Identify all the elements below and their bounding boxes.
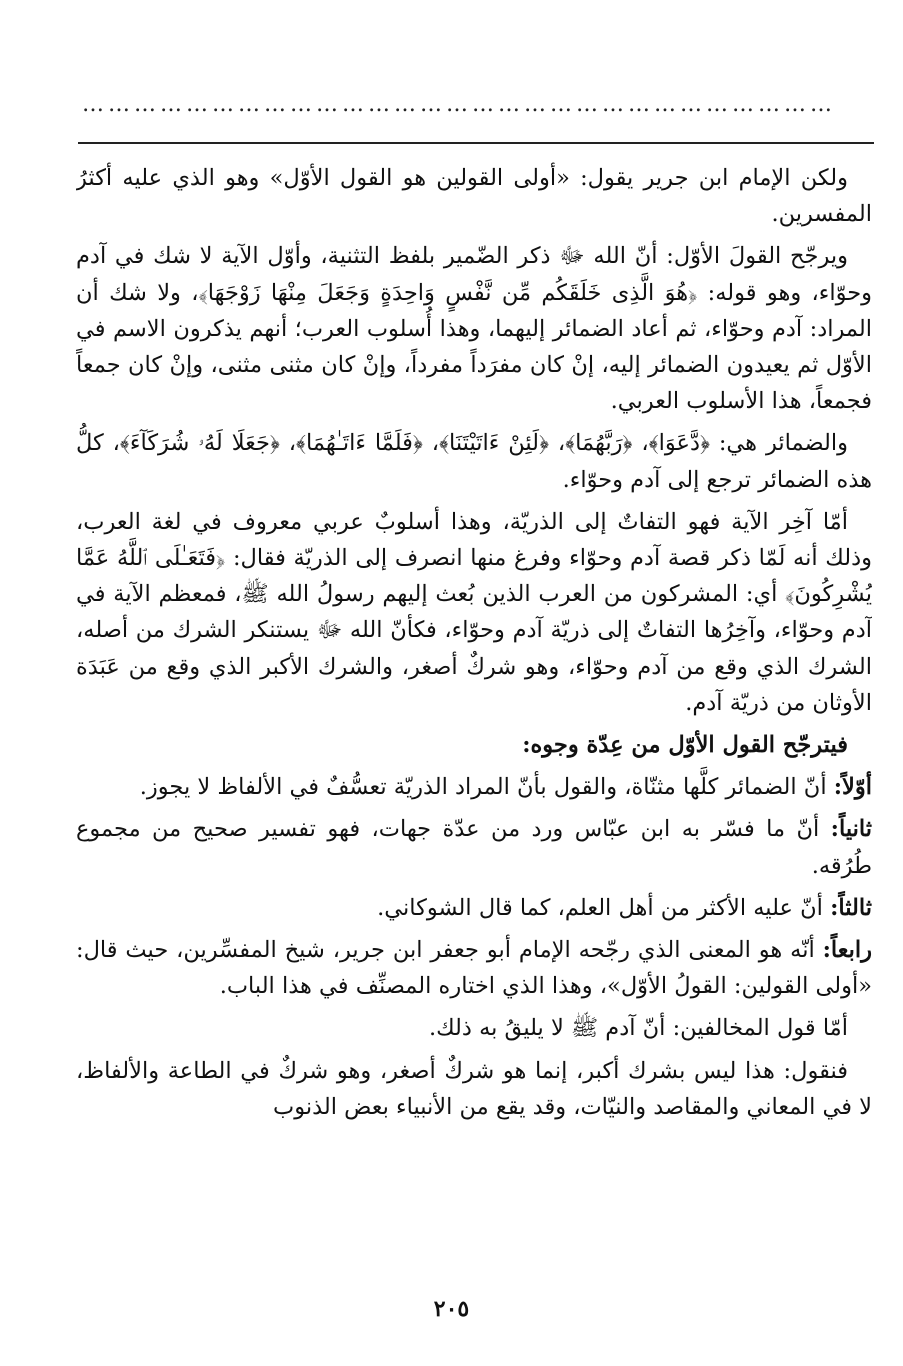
paragraph-4 [76,504,872,721]
paragraph-text: أمّا آخِر الآية فهو التفاتٌ إلى الذريّة، وهذا أسلوبٌ عربي معروف في لغة العرب، وذلك أنه لَمّا ذكر قصة آدم وحوّاء وفرغ منها انصرف إلى الذريّة فقال: ﴿فَتَعَـٰلَى ٱللَّهُ عَمَّا يُشْرِكُونَ﴾ أي: المشركون من العرب الذين بُعث إليهم رسولُ الله ﷺ، فمعظم الآية في آدم وحوّاء، وآخِرُها التفاتٌ إلى ذريّة آدم وحوّاء، فكأنّ الله ﷻ يستنكر الشرك من أصله، الشرك الذي وقع من آدم وحوّاء، وهو شركٌ أصغر، والشرك الأكبر الذي وقع من عَبَدَة الأوثان من ذريّة آدم. [76,508,872,716]
paragraph-text: أمّا قول المخالفين: أنّ آدم ﷺ لا يليقُ به ذلك. [428,1015,848,1042]
paragraph-11 [76,1053,872,1125]
paragraph-9 [76,932,872,1004]
paragraph-8 [76,890,872,926]
paragraph-text: أنّ ما فسّر به ابن عبّاس ورد من عدّة جهات، فهو تفسير صحيح من مجموع طُرُقه. [76,816,872,879]
section-heading: فيترجّح القول الأوّل من عِدّة وجوه: [522,732,848,759]
point-label: رابعاً: [822,937,872,964]
paragraph-2 [76,238,872,419]
paragraph-10 [76,1010,872,1046]
paragraph-3 [76,425,872,497]
page-body [76,160,872,1300]
point-label: ثانياً: [830,816,872,843]
point-label: أوّلاً: [833,774,872,801]
paragraph-1 [76,160,872,232]
paragraph-7 [76,811,872,883]
point-label: ثالثاً: [830,894,872,921]
paragraph-6 [76,769,872,805]
paragraph-text: ولكن الإمام ابن جرير يقول: «أولى القولين هو القول الأوّل» وهو الذي عليه أكثرُ المفسرين. [76,165,872,228]
paragraph-text: أنّ الضمائر كلَّها مثنّاة، والقول بأنّ المراد الذريّة تعسُّفٌ في الألفاظ لا يجوز. [139,774,834,801]
page-number: ٢٠٥ [433,1296,470,1322]
paragraph-text: ويرجّح القولَ الأوّل: أنّ الله ﷻ ذكر الضّمير بلفظ التثنية، وأوّل الآية لا شك في آدم وحوّاء، وهو قوله: ﴿هُوَ الَّذِى خَلَقَكُم مِّن نَّفْسٍ وَاحِدَةٍ وَجَعَلَ مِنْهَا زَوْجَهَا﴾، ولا شك أن المراد: آدم وحوّاء، ثم أعاد الضمائر إليهما، وهذا أُسلوب العرب؛ أنهم يذكرون الاسم في الأوّل ثم يعيدون الضمائر إليه، إنْ كان مفرَداً مفرداً، وإنْ كان مثنى مثنى، وإنْ كان جمعاً فجمعاً، هذا الأسلوب العربي. [76,243,872,415]
paragraph-text: أنّ عليه الأكثر من أهل العلم، كما قال الشوكاني. [377,894,831,921]
header-dotted-line: …………………………………………………………………………… [82,92,836,116]
paragraph-text: أنّه هو المعنى الذي رجّحه الإمام أبو جعفر ابن جرير، شيخ المفسِّرين، حيث قال: «أولى القولين: القولُ الأوّل»، وهذا الذي اختاره المصنِّف في هذا الباب. [76,937,872,1000]
paragraph-text: فنقول: هذا ليس بشرك أكبر، إنما هو شركٌ أصغر، وهو شركٌ في الطاعة والألفاظ، لا في المعاني والمقاصد والنيّات، وقد يقع من الأنبياء بعض الذنوب [76,1057,872,1120]
paragraph-text: والضمائر هي: ﴿دَّعَوَا﴾، ﴿رَبَّهُمَا﴾، ﴿لَئِنْ ءَاتَيْتَنَا﴾، ﴿فَلَمَّا ءَاتَـٰهُمَا﴾، ﴿جَعَلَا لَهُۥ شُرَكَآءَ﴾، كلُّ هذه الضمائر ترجع إلى آدم وحوّاء. [76,430,872,493]
header-rule [78,142,874,144]
paragraph-5 [76,727,872,763]
